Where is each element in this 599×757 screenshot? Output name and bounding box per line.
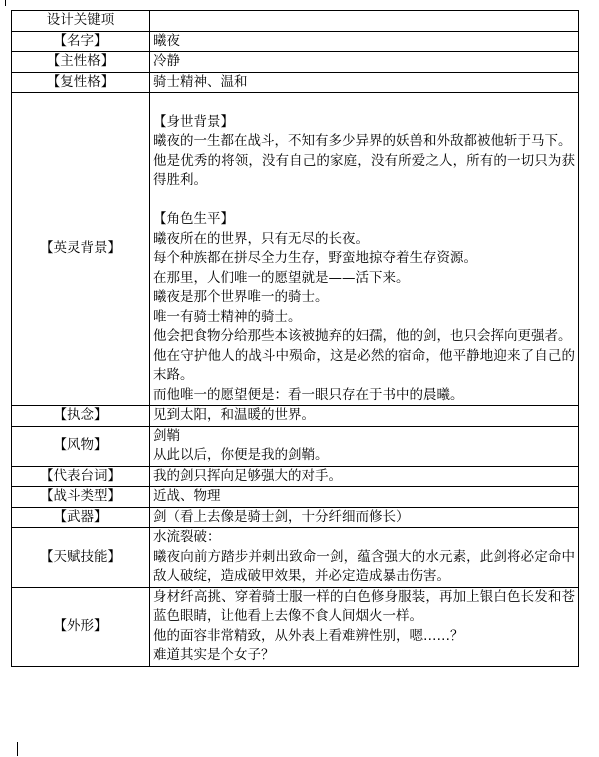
- row-key-label: 【执念】: [12, 406, 150, 427]
- table-header-row: [12, 11, 579, 32]
- row-value-line: 近战、物理: [153, 488, 221, 504]
- row-value-line: 剑（看上去像是骑士剑，十分纤细而修长）: [153, 508, 410, 525]
- row-key-label: 【外形】: [12, 587, 150, 666]
- row-value-line: 而他唯一的愿望便是：看一眼只存在于书中的晨曦。: [153, 386, 464, 403]
- row-key-label: 【名字】: [12, 31, 150, 52]
- row-value-cell: [150, 507, 579, 528]
- table-row: [12, 466, 579, 487]
- row-key-label: 【风物】: [12, 426, 150, 466]
- header-label: 设计关键项: [12, 11, 150, 32]
- row-key-label: 【主性格】: [12, 52, 150, 73]
- row-value-line: 剑鞘: [153, 427, 180, 444]
- row-value-line: 难道其实是个女子？: [153, 647, 275, 663]
- row-value-cell: [150, 406, 579, 427]
- row-value-cell: [150, 487, 579, 508]
- row-value-cell: [150, 426, 579, 466]
- row-key-label: 【战斗类型】: [12, 487, 150, 508]
- row-value-line: 曦夜的一生都在战斗，不知有多少异界的妖兽和外敌都被他斩于马下。: [153, 133, 572, 149]
- row-value-line: 冷静: [153, 53, 180, 69]
- table-row: [12, 93, 579, 406]
- row-value-cell: [150, 52, 579, 73]
- row-value-line: 【角色生平】: [153, 211, 234, 227]
- row-value-line: 他的面容非常精致，从外表上看难辨性别，嗯……？: [153, 627, 464, 644]
- row-value-line: 身材纤高挑、穿着骑士服一样的白色修身服装，再加上银白色长发和苍蓝色眼睛，让他看上去像不食人间烟火一样。: [153, 588, 575, 624]
- page-corner-mark-bottom: [17, 742, 18, 756]
- header-empty-cell: [150, 11, 579, 32]
- row-value-cell: [150, 93, 579, 406]
- row-value-line: 骑士精神、温和: [153, 73, 248, 90]
- row-key-label: 【代表台词】: [12, 466, 150, 487]
- row-value-line: 曦夜向前方踏步并刺出致命一剑，蕴含强大的水元素，此剑将必定命中敌人破绽，造成破甲效果，并必定造成暴击伤害。: [153, 548, 575, 584]
- row-value-line: 每个种族都在拼尽全力生存，野蛮地掠夺着生存资源。: [153, 250, 477, 266]
- row-key-label: 【武器】: [12, 507, 150, 528]
- row-value-line: 【身世背景】: [153, 113, 234, 130]
- row-value-line: 见到太阳，和温暖的世界。: [153, 407, 315, 423]
- row-key-label: 【英灵背景】: [12, 93, 150, 406]
- row-value-line: 曦夜是那个世界唯一的骑士。: [153, 289, 329, 305]
- table-row: [12, 31, 579, 52]
- row-value-line: [153, 191, 575, 211]
- row-value-cell: [150, 466, 579, 487]
- row-value-line: 他在守护他人的战斗中殒命，这是必然的宿命，他平静地迎来了自己的末路。: [153, 347, 575, 383]
- row-value-line: 从此以后，你便是我的剑鞘。: [153, 447, 329, 463]
- row-key-label: 【天赋技能】: [12, 528, 150, 588]
- row-value-line: 他会把食物分给那些本该被抛弃的妇孺，他的剑，也只会挥向更强者。: [153, 328, 572, 344]
- table-row: [12, 528, 579, 588]
- row-value-cell: [150, 528, 579, 588]
- row-key-label: 【复性格】: [12, 72, 150, 93]
- row-value-cell: [150, 72, 579, 93]
- table-row: [12, 426, 579, 466]
- character-design-table: [11, 10, 579, 667]
- row-value-line: [153, 93, 575, 113]
- row-value-cell: [150, 587, 579, 666]
- row-value-line: 我的剑只挥向足够强大的对手。: [153, 467, 342, 484]
- table-row: [12, 52, 579, 73]
- row-value-line: 他是优秀的将领，没有自己的家庭，没有所爱之人，所有的一切只为获得胜利。: [153, 152, 575, 188]
- table-row: [12, 587, 579, 666]
- table-row: [12, 507, 579, 528]
- row-value-line: 曦夜所在的世界，只有无尽的长夜。: [153, 230, 369, 247]
- row-value-line: 曦夜: [153, 32, 180, 49]
- row-value-line: 水流裂破：: [153, 529, 221, 545]
- page-corner-mark-top: [5, 0, 6, 6]
- row-value-line: 在那里，人们唯一的愿望就是——活下来。: [153, 269, 410, 286]
- table-row: [12, 72, 579, 93]
- table-row: [12, 406, 579, 427]
- row-value-line: 唯一有骑士精神的骑士。: [153, 308, 302, 325]
- table-row: [12, 487, 579, 508]
- row-value-cell: [150, 31, 579, 52]
